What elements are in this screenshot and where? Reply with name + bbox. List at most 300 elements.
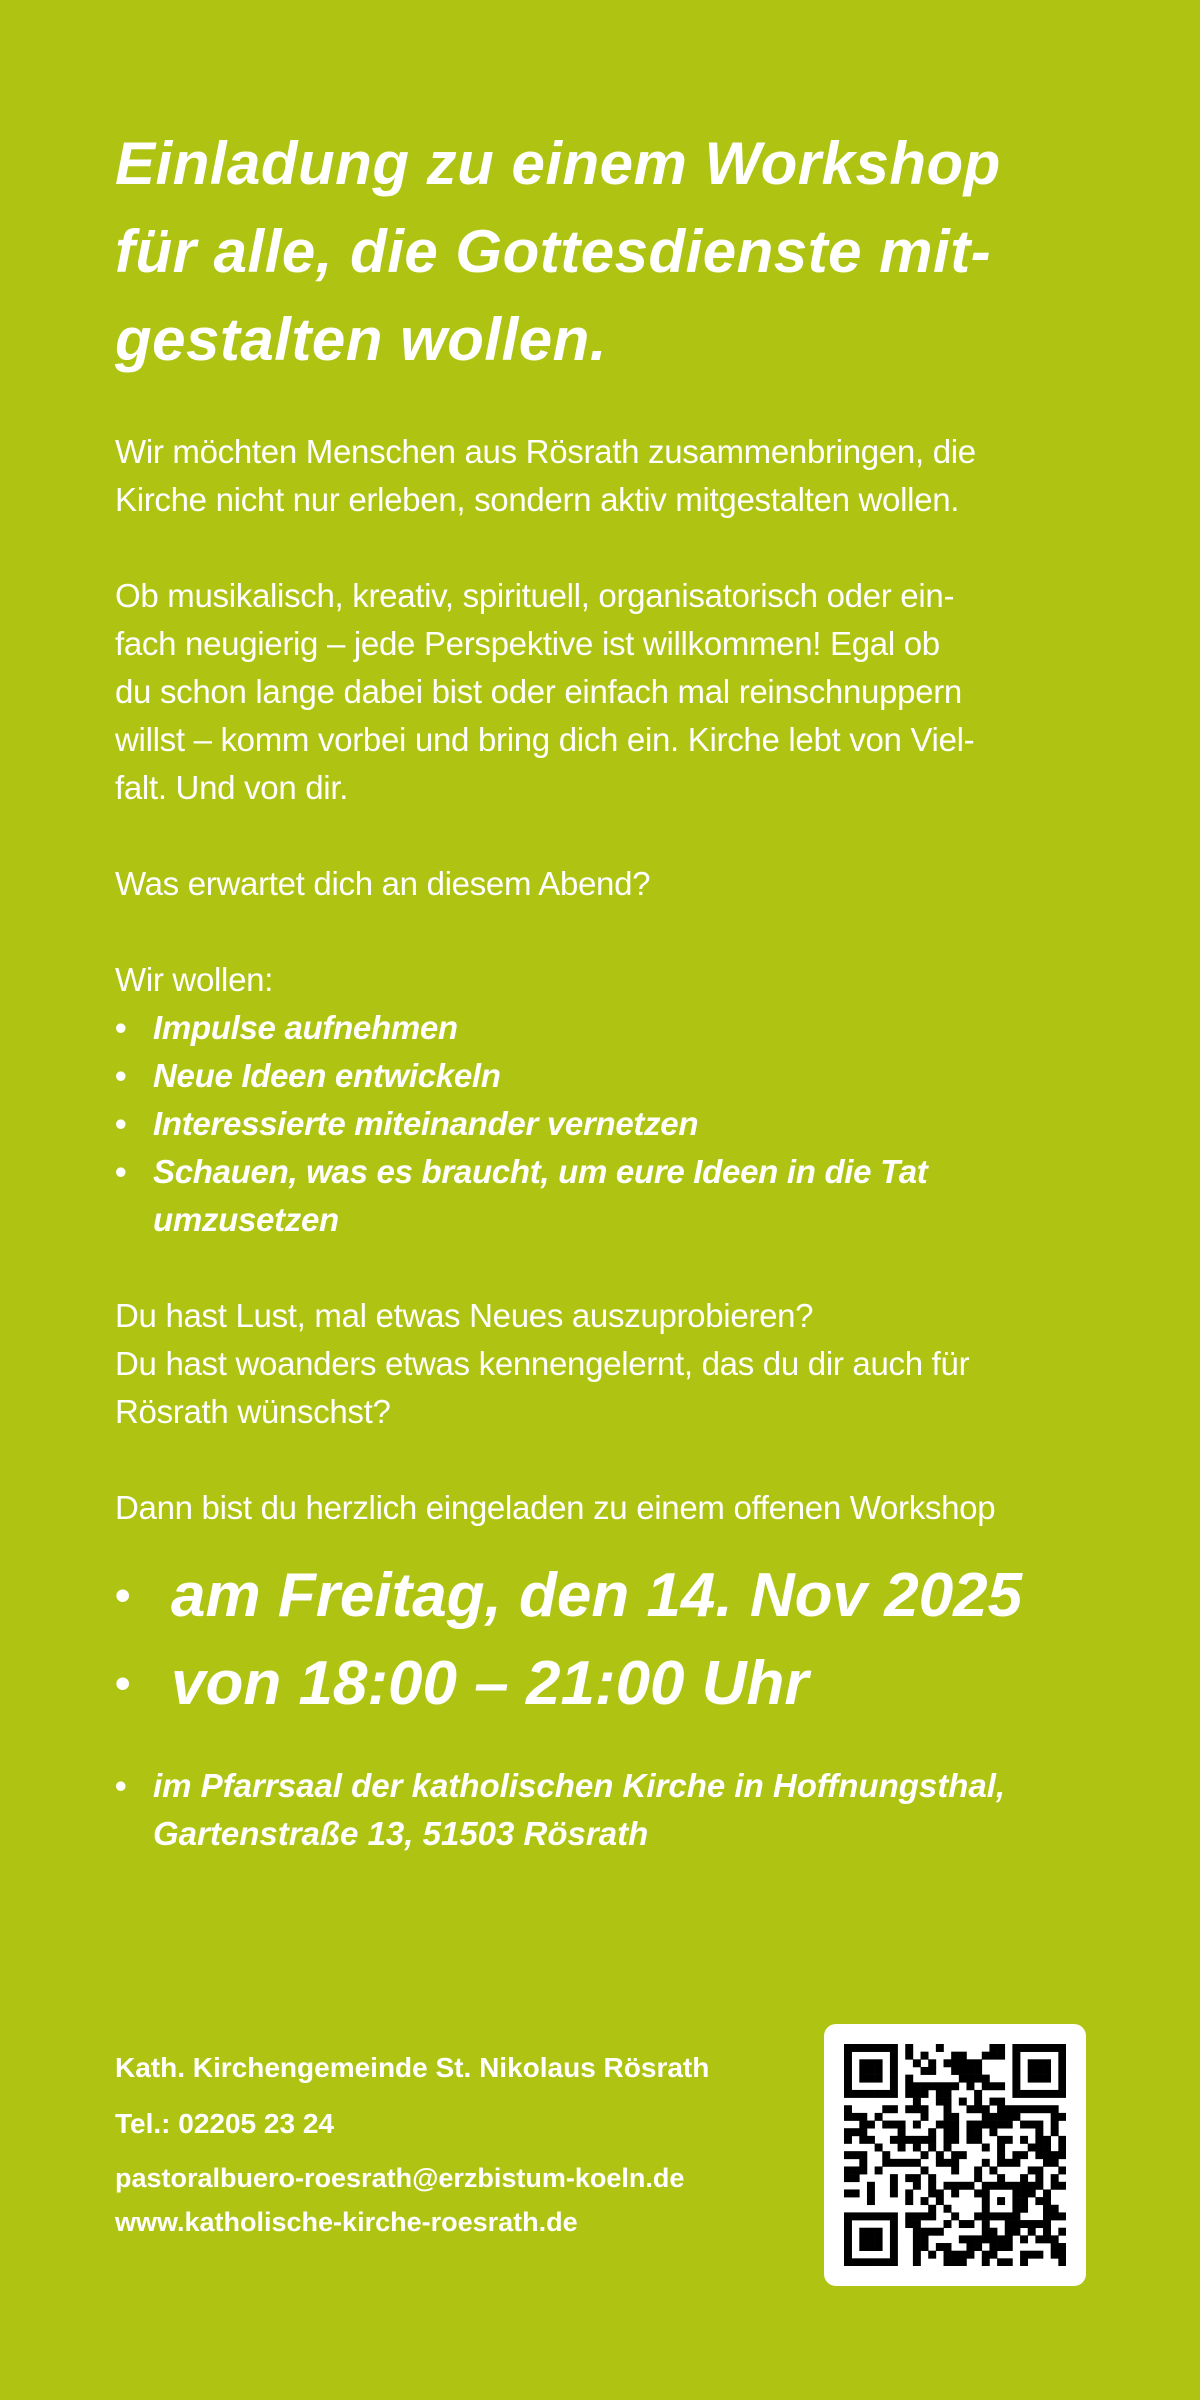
qr-module bbox=[928, 2212, 936, 2220]
qr-module bbox=[890, 2052, 898, 2060]
qr-module bbox=[951, 2189, 959, 2197]
qr-module bbox=[1058, 2144, 1066, 2152]
qr-module bbox=[928, 2189, 936, 2197]
qr-module bbox=[1051, 2128, 1059, 2136]
qr-module bbox=[1035, 2182, 1043, 2190]
qr-module bbox=[928, 2144, 936, 2152]
qr-module bbox=[1035, 2067, 1043, 2075]
intro-paragraph bbox=[115, 428, 1095, 524]
flyer-content bbox=[115, 120, 1095, 1858]
qr-module bbox=[951, 2113, 959, 2121]
qr-module bbox=[928, 2182, 936, 2190]
qr-module bbox=[1043, 2151, 1051, 2159]
qr-module bbox=[913, 2228, 921, 2236]
qr-module bbox=[997, 2243, 1005, 2251]
qr-module bbox=[944, 2251, 952, 2259]
qr-module bbox=[1012, 2228, 1020, 2236]
qr-module bbox=[1043, 2059, 1051, 2067]
qr-module bbox=[859, 2067, 867, 2075]
qr-module bbox=[997, 2182, 1005, 2190]
qr-module bbox=[844, 2075, 852, 2083]
qr-module bbox=[928, 2251, 936, 2259]
qr-module bbox=[959, 2098, 967, 2106]
qr-module bbox=[928, 2205, 936, 2213]
text-line: falt. Und von dir. bbox=[115, 769, 349, 806]
qr-module bbox=[852, 2128, 860, 2136]
qr-module bbox=[867, 2059, 875, 2067]
qr-module bbox=[959, 2258, 967, 2266]
qr-module bbox=[844, 2151, 852, 2159]
qr-module bbox=[1020, 2121, 1028, 2129]
qr-module bbox=[966, 2121, 974, 2129]
qr-module bbox=[1020, 2220, 1028, 2228]
qr-module bbox=[936, 2197, 944, 2205]
qr-module bbox=[1020, 2258, 1028, 2266]
qr-module bbox=[951, 2128, 959, 2136]
qr-module bbox=[890, 2082, 898, 2090]
qr-module bbox=[890, 2067, 898, 2075]
qr-module bbox=[882, 2258, 890, 2266]
headline bbox=[115, 120, 1095, 384]
qr-module bbox=[989, 2243, 997, 2251]
goal-item: • Schauen, was es braucht, um eure Ideen in die Tat umzusetzen bbox=[115, 1148, 1095, 1244]
qr-module bbox=[875, 2090, 883, 2098]
qr-module bbox=[844, 2136, 852, 2144]
qr-module bbox=[1043, 2144, 1051, 2152]
qr-module bbox=[867, 2090, 875, 2098]
qr-module bbox=[852, 2166, 860, 2174]
qr-module bbox=[1028, 2182, 1036, 2190]
qr-module bbox=[997, 2197, 1005, 2205]
organization-name: Kath. Kirchengemeinde St. Nikolaus Rösrath bbox=[115, 2052, 710, 2083]
qr-module bbox=[1005, 2228, 1013, 2236]
qr-module bbox=[875, 2044, 883, 2052]
text-line: Du hast Lust, mal etwas Neues auszuprobieren? bbox=[115, 1297, 814, 1334]
qr-module bbox=[859, 2258, 867, 2266]
qr-module bbox=[944, 2128, 952, 2136]
qr-module bbox=[844, 2228, 852, 2236]
qr-module bbox=[867, 2044, 875, 2052]
qr-module bbox=[997, 2258, 1005, 2266]
qr-module bbox=[890, 2044, 898, 2052]
qr-module bbox=[1028, 2144, 1036, 2152]
qr-module bbox=[1035, 2151, 1043, 2159]
qr-module bbox=[982, 2182, 990, 2190]
qr-module bbox=[913, 2136, 921, 2144]
event-details bbox=[115, 1552, 1095, 1728]
qr-module bbox=[890, 2105, 898, 2113]
qr-module bbox=[859, 2121, 867, 2129]
qr-module bbox=[844, 2067, 852, 2075]
goal-item: • Neue Ideen entwickeln bbox=[115, 1052, 1095, 1100]
website-link[interactable]: www.katholische-kirche-roesrath.de bbox=[115, 2207, 578, 2237]
qr-module bbox=[1005, 2243, 1013, 2251]
qr-module bbox=[844, 2220, 852, 2228]
qr-module bbox=[1005, 2258, 1013, 2266]
qr-module bbox=[966, 2128, 974, 2136]
qr-module bbox=[944, 2205, 952, 2213]
qr-module bbox=[921, 2052, 929, 2060]
qr-module bbox=[928, 2128, 936, 2136]
qr-module bbox=[1035, 2251, 1043, 2259]
qr-module bbox=[989, 2121, 997, 2129]
qr-module bbox=[966, 2105, 974, 2113]
qr-module bbox=[1035, 2090, 1043, 2098]
qr-module bbox=[875, 2067, 883, 2075]
qr-module bbox=[1051, 2159, 1059, 2167]
qr-module bbox=[882, 2105, 890, 2113]
qr-module bbox=[1028, 2251, 1036, 2259]
qr-module bbox=[1058, 2044, 1066, 2052]
qr-module bbox=[921, 2151, 929, 2159]
qr-module bbox=[913, 2243, 921, 2251]
qr-code[interactable] bbox=[824, 2024, 1086, 2286]
qr-module bbox=[913, 2251, 921, 2259]
qr-module bbox=[859, 2113, 867, 2121]
qr-module bbox=[882, 2121, 890, 2129]
qr-module bbox=[852, 2044, 860, 2052]
qr-module bbox=[966, 2243, 974, 2251]
qr-module bbox=[875, 2258, 883, 2266]
qr-module bbox=[1012, 2113, 1020, 2121]
qr-module bbox=[936, 2189, 944, 2197]
qr-module bbox=[997, 2052, 1005, 2060]
qr-module bbox=[882, 2159, 890, 2167]
qr-module bbox=[966, 2067, 974, 2075]
qr-module bbox=[1028, 2228, 1036, 2236]
qr-module bbox=[882, 2151, 890, 2159]
qr-module bbox=[1043, 2075, 1051, 2083]
qr-module bbox=[1043, 2044, 1051, 2052]
text-line: fach neugierig – jede Perspektive ist willkommen! Egal ob bbox=[115, 625, 940, 662]
qr-module bbox=[951, 2052, 959, 2060]
qr-module bbox=[852, 2113, 860, 2121]
qr-module bbox=[951, 2212, 959, 2220]
qr-module bbox=[875, 2113, 883, 2121]
text-line: du schon lange dabei bist oder einfach mal reinschnuppern bbox=[115, 673, 962, 710]
qr-module bbox=[966, 2075, 974, 2083]
qr-module bbox=[1058, 2052, 1066, 2060]
qr-module bbox=[1043, 2090, 1051, 2098]
qr-module bbox=[982, 2113, 990, 2121]
qr-module bbox=[989, 2251, 997, 2259]
qr-module bbox=[989, 2082, 997, 2090]
qr-module bbox=[867, 2258, 875, 2266]
qr-module bbox=[1012, 2197, 1020, 2205]
qr-module bbox=[913, 2182, 921, 2190]
qr-module bbox=[913, 2059, 921, 2067]
qr-module bbox=[867, 2197, 875, 2205]
qr-module bbox=[875, 2144, 883, 2152]
qr-module bbox=[1043, 2212, 1051, 2220]
qr-module bbox=[1058, 2082, 1066, 2090]
qr-module bbox=[944, 2113, 952, 2121]
qr-module bbox=[1051, 2212, 1059, 2220]
qr-module bbox=[844, 2166, 852, 2174]
qr-module bbox=[921, 2197, 929, 2205]
qr-module bbox=[905, 2197, 913, 2205]
qr-module bbox=[1058, 2251, 1066, 2259]
qr-module bbox=[1020, 2044, 1028, 2052]
qr-module bbox=[921, 2113, 929, 2121]
qr-module bbox=[1028, 2075, 1036, 2083]
qr-module bbox=[867, 2235, 875, 2243]
qr-module bbox=[982, 2251, 990, 2259]
qr-module bbox=[1035, 2105, 1043, 2113]
qr-module bbox=[844, 2212, 852, 2220]
qr-module bbox=[913, 2144, 921, 2152]
qr-module bbox=[1012, 2205, 1020, 2213]
qr-module bbox=[966, 2182, 974, 2190]
qr-module bbox=[1020, 2205, 1028, 2213]
qr-module bbox=[905, 2212, 913, 2220]
qr-module bbox=[921, 2067, 929, 2075]
qr-module bbox=[875, 2075, 883, 2083]
qr-module bbox=[921, 2090, 929, 2098]
qr-module bbox=[982, 2235, 990, 2243]
qr-module bbox=[905, 2136, 913, 2144]
qr-module bbox=[859, 2075, 867, 2083]
qr-module bbox=[867, 2075, 875, 2083]
qr-module bbox=[936, 2151, 944, 2159]
qr-module bbox=[1028, 2189, 1036, 2197]
qr-module bbox=[1035, 2128, 1043, 2136]
qr-module bbox=[1051, 2174, 1059, 2182]
location-line: Gartenstraße 13, 51503 Rösrath bbox=[153, 1815, 649, 1852]
text-line: willst – komm vorbei und bring dich ein. Kirche lebt von Viel- bbox=[115, 721, 975, 758]
qr-module bbox=[1058, 2182, 1066, 2190]
qr-module bbox=[982, 2052, 990, 2060]
qr-module bbox=[844, 2251, 852, 2259]
qr-module bbox=[1058, 2243, 1066, 2251]
qr-module bbox=[1058, 2258, 1066, 2266]
text-line: Wir möchten Menschen aus Rösrath zusammenbringen, die bbox=[115, 433, 976, 470]
qr-module bbox=[1043, 2235, 1051, 2243]
qr-module bbox=[1051, 2182, 1059, 2190]
qr-module bbox=[989, 2052, 997, 2060]
qr-module bbox=[859, 2212, 867, 2220]
qr-module bbox=[1020, 2105, 1028, 2113]
qr-module bbox=[1035, 2144, 1043, 2152]
qr-module bbox=[936, 2098, 944, 2106]
qr-module bbox=[867, 2121, 875, 2129]
qr-module bbox=[936, 2082, 944, 2090]
qr-module bbox=[1005, 2159, 1013, 2167]
qr-module bbox=[875, 2212, 883, 2220]
qr-module bbox=[997, 2098, 1005, 2106]
qr-module bbox=[928, 2228, 936, 2236]
qr-module bbox=[959, 2052, 967, 2060]
qr-module bbox=[921, 2136, 929, 2144]
event-time: • von 18:00 – 21:00 Uhr bbox=[115, 1640, 1095, 1728]
qr-module bbox=[1012, 2044, 1020, 2052]
qr-module bbox=[944, 2090, 952, 2098]
qr-module bbox=[1005, 2182, 1013, 2190]
qr-module bbox=[936, 2228, 944, 2236]
qr-module bbox=[997, 2144, 1005, 2152]
qr-module bbox=[1028, 2220, 1036, 2228]
qr-module bbox=[936, 2121, 944, 2129]
qr-module bbox=[944, 2105, 952, 2113]
qr-module bbox=[844, 2052, 852, 2060]
qr-module bbox=[890, 2228, 898, 2236]
qr-module bbox=[890, 2136, 898, 2144]
text-line: Du hast woanders etwas kennengelernt, das du dir auch für bbox=[115, 1345, 970, 1382]
qr-module bbox=[974, 2212, 982, 2220]
qr-module bbox=[1005, 2212, 1013, 2220]
qr-module bbox=[1028, 2166, 1036, 2174]
qr-module bbox=[1028, 2059, 1036, 2067]
qr-module bbox=[1051, 2105, 1059, 2113]
qr-module bbox=[890, 2090, 898, 2098]
qr-module bbox=[1051, 2235, 1059, 2243]
qr-module bbox=[1028, 2121, 1036, 2129]
qr-module bbox=[951, 2159, 959, 2167]
qr-module bbox=[1012, 2159, 1020, 2167]
qr-module bbox=[1043, 2205, 1051, 2213]
qr-module bbox=[936, 2243, 944, 2251]
qr-module bbox=[890, 2182, 898, 2190]
qr-module bbox=[921, 2166, 929, 2174]
qr-module bbox=[982, 2212, 990, 2220]
qr-module bbox=[928, 2136, 936, 2144]
email-link[interactable]: pastoralbuero-roesrath@erzbistum-koeln.de bbox=[115, 2163, 685, 2193]
qr-module bbox=[982, 2189, 990, 2197]
qr-module bbox=[944, 2182, 952, 2190]
qr-module bbox=[1051, 2121, 1059, 2129]
qr-module bbox=[951, 2251, 959, 2259]
qr-module bbox=[1051, 2113, 1059, 2121]
qr-module bbox=[989, 2098, 997, 2106]
qr-module bbox=[1043, 2228, 1051, 2236]
qr-module bbox=[974, 2075, 982, 2083]
qr-module bbox=[959, 2059, 967, 2067]
qr-module bbox=[989, 2182, 997, 2190]
qr-module bbox=[859, 2136, 867, 2144]
qr-module bbox=[1058, 2113, 1066, 2121]
qr-module bbox=[1012, 2189, 1020, 2197]
qr-module bbox=[905, 2174, 913, 2182]
curiosity-paragraph bbox=[115, 1292, 1095, 1436]
qr-module bbox=[913, 2098, 921, 2106]
text-line: Ob musikalisch, kreativ, spirituell, organisatorisch oder ein- bbox=[115, 577, 955, 614]
qr-module bbox=[1035, 2136, 1043, 2144]
qr-module bbox=[1051, 2243, 1059, 2251]
qr-module bbox=[982, 2159, 990, 2167]
qr-module bbox=[1058, 2228, 1066, 2236]
qr-module bbox=[997, 2121, 1005, 2129]
qr-module bbox=[959, 2075, 967, 2083]
qr-module bbox=[1035, 2235, 1043, 2243]
qr-module bbox=[867, 2182, 875, 2190]
qr-module bbox=[1035, 2075, 1043, 2083]
qr-module bbox=[989, 2228, 997, 2236]
qr-module bbox=[966, 2251, 974, 2259]
qr-module bbox=[859, 2059, 867, 2067]
qr-module bbox=[898, 2159, 906, 2167]
event-location bbox=[115, 1762, 1095, 1858]
qr-module bbox=[997, 2044, 1005, 2052]
qr-module bbox=[882, 2090, 890, 2098]
qr-module bbox=[905, 2220, 913, 2228]
qr-module bbox=[1028, 2105, 1036, 2113]
qr-module bbox=[989, 2212, 997, 2220]
qr-module bbox=[1035, 2059, 1043, 2067]
qr-module bbox=[959, 2220, 967, 2228]
qr-module bbox=[1058, 2075, 1066, 2083]
qr-module bbox=[1020, 2182, 1028, 2190]
qr-module bbox=[844, 2235, 852, 2243]
qr-module bbox=[1005, 2121, 1013, 2129]
qr-module bbox=[913, 2159, 921, 2167]
qr-module bbox=[890, 2235, 898, 2243]
qr-module bbox=[997, 2136, 1005, 2144]
qr-module bbox=[959, 2251, 967, 2259]
qr-module bbox=[989, 2166, 997, 2174]
qr-module bbox=[1012, 2082, 1020, 2090]
qr-module bbox=[859, 2128, 867, 2136]
qr-module bbox=[966, 2059, 974, 2067]
qr-module bbox=[974, 2136, 982, 2144]
qr-module bbox=[974, 2243, 982, 2251]
qr-module bbox=[951, 2258, 959, 2266]
qr-module bbox=[913, 2235, 921, 2243]
qr-module bbox=[905, 2052, 913, 2060]
qr-module bbox=[882, 2044, 890, 2052]
qr-module bbox=[890, 2251, 898, 2259]
qr-module bbox=[898, 2136, 906, 2144]
qr-module bbox=[905, 2075, 913, 2083]
qr-module bbox=[1058, 2151, 1066, 2159]
qr-module bbox=[989, 2044, 997, 2052]
qr-module bbox=[1035, 2220, 1043, 2228]
qr-module bbox=[890, 2174, 898, 2182]
qr-module bbox=[944, 2144, 952, 2152]
question-text: Was erwartet dich an diesem Abend? bbox=[115, 865, 651, 902]
qr-module bbox=[1058, 2136, 1066, 2144]
qr-code-icon bbox=[844, 2044, 1066, 2266]
qr-module bbox=[936, 2090, 944, 2098]
qr-module bbox=[974, 2235, 982, 2243]
qr-module bbox=[1005, 2136, 1013, 2144]
qr-module bbox=[852, 2090, 860, 2098]
qr-module bbox=[890, 2258, 898, 2266]
qr-module bbox=[859, 2166, 867, 2174]
headline-line: gestalten wollen. bbox=[115, 306, 607, 373]
invitation-text: Dann bist du herzlich eingeladen zu einem offenen Workshop bbox=[115, 1489, 996, 1526]
qr-module bbox=[974, 2105, 982, 2113]
qr-module bbox=[905, 2044, 913, 2052]
qr-module bbox=[1012, 2059, 1020, 2067]
goal-item: • Interessierte miteinander vernetzen bbox=[115, 1100, 1095, 1148]
qr-module bbox=[1058, 2090, 1066, 2098]
qr-module bbox=[936, 2044, 944, 2052]
qr-module bbox=[974, 2121, 982, 2129]
qr-module bbox=[1012, 2151, 1020, 2159]
goals-list bbox=[115, 1004, 1095, 1244]
headline-line: für alle, die Gottesdienste mit- bbox=[115, 218, 992, 285]
qr-module bbox=[1012, 2220, 1020, 2228]
qr-module bbox=[989, 2113, 997, 2121]
qr-module bbox=[882, 2212, 890, 2220]
qr-module bbox=[974, 2098, 982, 2106]
qr-module bbox=[989, 2235, 997, 2243]
qr-module bbox=[1043, 2159, 1051, 2167]
qr-module bbox=[898, 2144, 906, 2152]
qr-module bbox=[974, 2128, 982, 2136]
event-date: • am Freitag, den 14. Nov 2025 bbox=[115, 1552, 1095, 1640]
qr-module bbox=[875, 2228, 883, 2236]
